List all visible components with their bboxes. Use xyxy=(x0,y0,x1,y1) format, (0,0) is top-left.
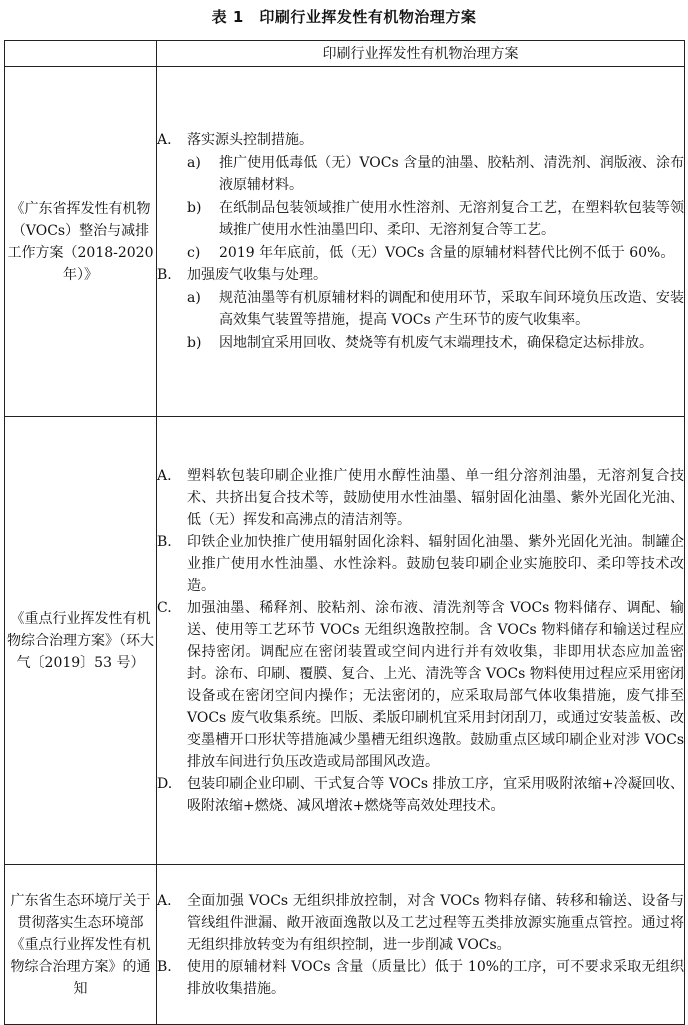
sub-item-text: 因地制宜采用回收、焚烧等有机废气末端理技术，确保稳定达标排放。 xyxy=(219,335,653,351)
item-text: 使用的原辅材料 VOCs 含量（质量比）低于 10%的工序，可不要求采取无组织排放收集措施。 xyxy=(187,958,684,997)
table-title: 表 1 印刷行业挥发性有机物治理方案 xyxy=(211,8,477,26)
content-cell xyxy=(157,67,685,417)
item-marker: B. xyxy=(157,958,172,975)
item-marker: B. xyxy=(157,533,172,550)
item-marker: B. xyxy=(157,267,172,283)
sub-item-marker: a) xyxy=(187,290,201,306)
sub-item xyxy=(187,152,684,196)
sub-item-marker: b) xyxy=(187,335,202,351)
content-cell xyxy=(157,417,685,865)
sub-item-text: 推广使用低毒低（无）VOCs 含量的油墨、胶粘剂、清洗剂、润版液、涂布液原辅材料。 xyxy=(219,155,684,193)
item-marker: D. xyxy=(157,775,173,792)
item-text: 包装印刷企业印刷、干式复合等 VOCs 排放工序，宜采用吸附浓缩+冷凝回收、吸附浓缩+燃烧、减风增浓+燃烧等高效处理技术。 xyxy=(187,775,684,814)
sub-item xyxy=(187,197,684,241)
item-text: 全面加强 VOCs 无组织排放控制，对含 VOCs 物料存储、转移和输送、设备与管线组件泄漏、敞开液面逸散以及工艺过程等五类排放源实施重点管控。通过将无组织排放转变为有组织控制，进一步削减 VOCs。 xyxy=(187,892,684,953)
item-marker: A. xyxy=(157,132,172,148)
sub-item-marker: a) xyxy=(187,155,201,171)
sub-item-text: 规范油墨等有机原辅材料的调配和使用环节，采取车间环境负压改造、安装高效集气装置等措施，提高 VOCs 产生环节的废气收集率。 xyxy=(219,290,684,328)
list-item xyxy=(157,597,684,773)
table-row xyxy=(5,67,685,417)
sub-item xyxy=(187,287,684,331)
sub-item xyxy=(187,332,684,354)
sub-item-text: 在纸制品包装领域推广使用水性溶剂、无溶剂复合工艺，在塑料软包装等领域推广使用水性油墨凹印、柔印、无溶剂复合等工艺。 xyxy=(219,200,684,238)
sub-item-text: 2019 年年底前，低（无）VOCs 含量的原辅材料替代比例不低于 60%。 xyxy=(219,245,675,261)
sub-item-marker: c) xyxy=(187,245,201,261)
list-item xyxy=(157,465,684,531)
item-text: 加强废气收集与处理。 xyxy=(187,267,327,283)
table-header-row xyxy=(5,41,685,67)
content-cell xyxy=(157,865,685,1025)
list-item xyxy=(157,956,684,1000)
sub-item-marker: b) xyxy=(187,200,202,216)
item-text: 印铁企业加快推广使用辐射固化涂料、辐射固化油墨、紫外光固化光油。制罐企业推广使用水性油墨、水性涂料。鼓励包装印刷企业实施胶印、柔印等技术改造。 xyxy=(187,533,684,594)
source-cell: 《重点行业挥发性有机物综合治理方案》（环大气〔2019〕53 号） xyxy=(5,417,157,865)
table-header: 印刷行业挥发性有机物治理方案 xyxy=(157,41,685,67)
table-row xyxy=(5,417,685,865)
source-cell: 广东省生态环境厅关于贯彻落实生态环境部《重点行业挥发性有机物综合治理方案》的通知 xyxy=(5,865,157,1025)
item-marker: C. xyxy=(157,599,172,616)
header-empty-cell xyxy=(5,41,157,67)
item-text: 落实源头控制措施。 xyxy=(187,132,313,148)
item-marker: A. xyxy=(157,467,172,484)
list-item xyxy=(157,129,684,151)
source-cell: 《广东省挥发性有机物（VOCs）整治与减排工作方案（2018-2020 年）》 xyxy=(5,67,157,417)
list-item xyxy=(157,531,684,597)
list-item xyxy=(157,890,684,956)
list-item xyxy=(157,773,684,817)
sub-item xyxy=(187,242,684,264)
item-marker: A. xyxy=(157,892,172,909)
table-row xyxy=(5,865,685,1025)
list-item xyxy=(157,264,684,286)
item-text: 加强油墨、稀释剂、胶粘剂、涂布液、清洗剂等含 VOCs 物料储存、调配、输送、使用等工艺环节 VOCs 无组织逸散控制。含 VOCs 物料储存和输送过程应保持密闭。调配应在密闭装置或空间内进行并有效收集，非即用状态应加盖密封。涂布、印刷、覆膜、复合、上光、清洗等含 VOCs 物料使用过程应采用密闭设备或在密闭空间内操作；无法密闭的，应采取局部气体收集措施，废气排至 VOCs 废气收集系统。凹版、柔版印刷机宜采用封闭刮刀，或通过安装盖板、改变墨槽开口形状等措施减少墨槽无组织逸散。鼓励重点区域印刷企业对涉 VOCs 排放车间进行负压改造或局部围风改造。 xyxy=(187,599,684,770)
policy-table xyxy=(4,40,685,1025)
item-text: 塑料软包装印刷企业推广使用水醇性油墨、单一组分溶剂油墨，无溶剂复合技术、共挤出复合技术等，鼓励使用水性油墨、辐射固化油墨、紫外光固化光油、低（无）挥发和高沸点的清洁剂等。 xyxy=(187,467,684,528)
